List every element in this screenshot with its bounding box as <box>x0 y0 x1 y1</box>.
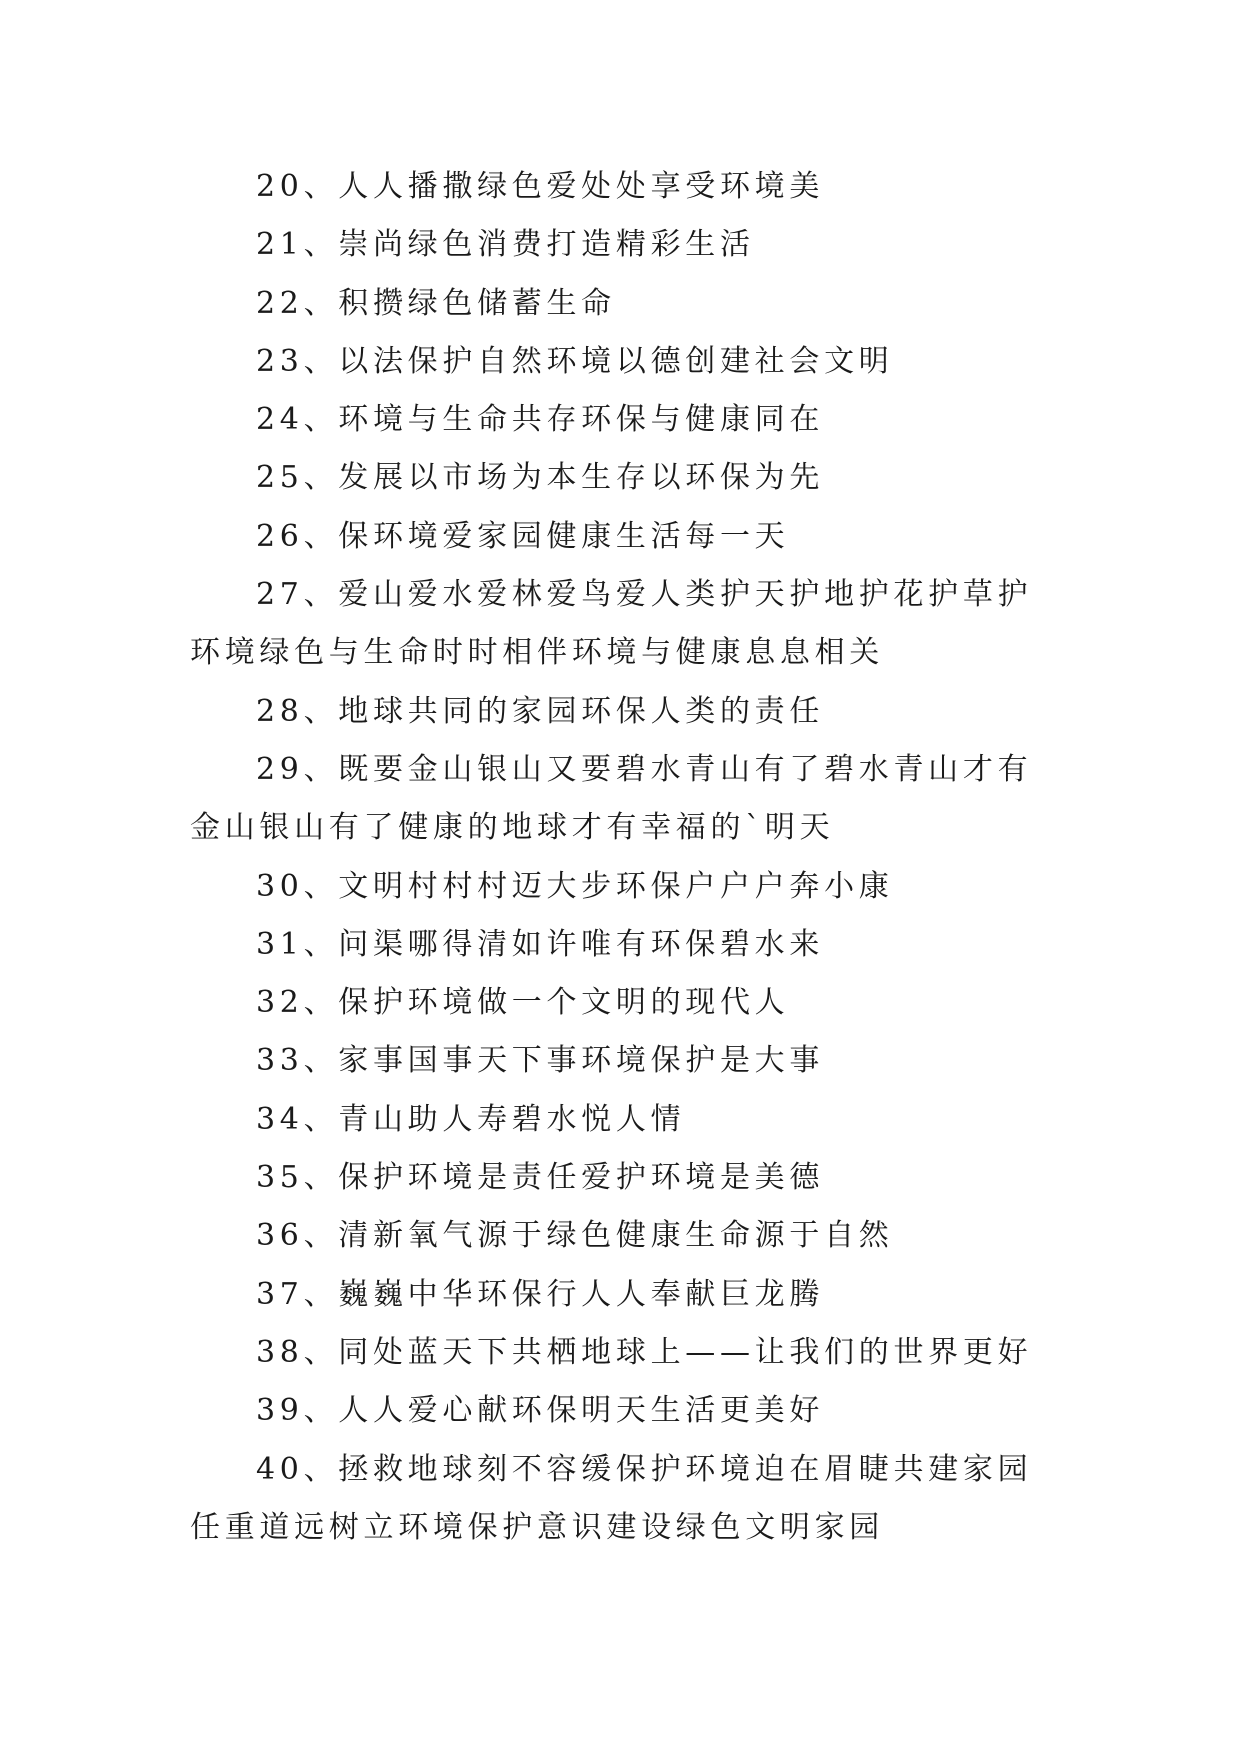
slogan-paragraph: 40、拯救地球刻不容缓保护环境迫在眉睫共建家园任重道远树立环境保护意识建设绿色文明家园 <box>190 1451 1033 1545</box>
slogan-paragraph: 34、青山助人寿碧水悦人情 <box>256 1101 686 1137</box>
slogan-paragraph: 37、巍巍中华环保行人人奉献巨龙腾 <box>256 1276 825 1312</box>
slogan-paragraph: 23、以法保护自然环境以德创建社会文明 <box>256 343 894 379</box>
slogan-paragraph: 26、保环境爱家园健康生活每一天 <box>256 518 790 554</box>
slogan-paragraph: 21、崇尚绿色消费打造精彩生活 <box>256 227 755 263</box>
slogan-paragraph: 28、地球共同的家园环保人类的责任 <box>256 693 825 729</box>
slogan-paragraph: 20、人人播撒绿色爱处处享受环境美 <box>256 169 825 204</box>
slogan-paragraph: 29、既要金山银山又要碧水青山有了碧水青山才有金山银山有了健康的地球才有幸福的`明天 <box>190 751 1033 846</box>
document-body <box>190 158 1060 1557</box>
slogan-paragraph: 25、发展以市场为本生存以环保为先 <box>256 460 825 496</box>
slogan-paragraph: 38、同处蓝天下共栖地球上——让我们的世界更好 <box>256 1334 1033 1370</box>
slogan-paragraph: 39、人人爱心献环保明天生活更美好 <box>256 1393 825 1429</box>
slogan-paragraph: 31、问渠哪得清如许唯有环保碧水来 <box>256 926 825 962</box>
slogan-paragraph: 35、保护环境是责任爱护环境是美德 <box>256 1160 825 1196</box>
slogan-paragraph: 30、文明村村村迈大步环保户户户奔小康 <box>256 868 894 904</box>
slogan-paragraph: 33、家事国事天下事环境保护是大事 <box>256 1043 825 1079</box>
slogan-paragraph: 27、爱山爱水爱林爱鸟爱人类护天护地护花护草护环境绿色与生命时时相伴环境与健康息息相关 <box>190 577 1033 671</box>
slogan-paragraph: 24、环境与生命共存环保与健康同在 <box>256 402 825 438</box>
slogan-paragraph: 32、保护环境做一个文明的现代人 <box>256 985 790 1021</box>
slogan-paragraph: 36、清新氧气源于绿色健康生命源于自然 <box>256 1218 894 1254</box>
slogan-paragraph: 22、积攒绿色储蓄生命 <box>256 285 616 321</box>
